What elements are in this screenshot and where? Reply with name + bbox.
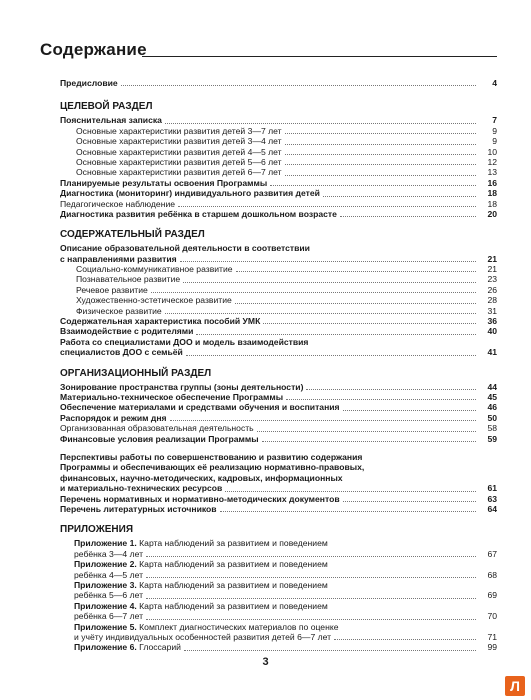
toc-entry[interactable]: Перечень нормативных и нормативно-методических документов 63 xyxy=(60,493,497,504)
toc-entry[interactable]: Финансовые условия реализации Программы 59 xyxy=(60,433,497,444)
toc-page-number: 4 xyxy=(492,77,497,88)
toc-entry[interactable]: Организованная образовательная деятельность 58 xyxy=(60,423,497,434)
table-of-contents xyxy=(60,76,497,653)
toc-entry[interactable]: ребёнка 3—4 лет 67 xyxy=(74,548,497,559)
section-heading-target: ЦЕЛЕВОЙ РАЗДЕЛ xyxy=(60,101,153,113)
page-title: Содержание xyxy=(40,40,147,59)
toc-entry[interactable]: Педагогическое наблюдение 18 xyxy=(60,198,497,209)
section-heading-appendices: ПРИЛОЖЕНИЯ xyxy=(60,524,134,536)
toc-subentry[interactable]: Познавательное развитие 23 xyxy=(76,274,497,285)
toc-entry-line: финансовых, научно-методических, кадровых, информационных xyxy=(60,472,343,483)
appendix-entry-6[interactable]: Приложение 6. Глоссарий 99 xyxy=(74,642,497,653)
title-underline xyxy=(142,56,497,57)
toc-subentry[interactable]: Основные характеристики развития детей 5—6 лет 12 xyxy=(76,156,497,167)
toc-entry[interactable]: с направлениями развития 21 xyxy=(60,253,497,264)
toc-entry-line: Работа со специалистами ДОО и модель взаимодействия xyxy=(60,336,309,347)
toc-entry[interactable]: Взаимодействие с родителями 40 xyxy=(60,326,497,337)
toc-subentry[interactable]: Социально-коммуникативное развитие 21 xyxy=(76,264,497,275)
toc-entry[interactable]: Планируемые результаты освоения Программы 16 xyxy=(60,177,497,188)
toc-entry[interactable]: Зонирование пространства группы (зоны деятельности) 44 xyxy=(60,381,497,392)
toc-entry[interactable]: специалистов ДОО с семьёй 41 xyxy=(60,347,497,358)
toc-entry[interactable]: Материально-техническое обеспечение Программы 45 xyxy=(60,392,497,402)
toc-entry-line: Программы и обеспечивающих её реализацию нормативно-правовых, xyxy=(60,462,365,473)
appendix-entry-4[interactable]: Приложение 4. Карта наблюдений за развитием и поведением xyxy=(74,600,328,611)
page-number: 3 xyxy=(262,656,269,668)
toc-subentry[interactable]: Основные характеристики развития детей 3—7 лет 9 xyxy=(76,125,497,136)
toc-entry[interactable]: и материально-технических ресурсов 61 xyxy=(60,483,497,494)
toc-entry[interactable]: ребёнка 5—6 лет 69 xyxy=(74,590,497,601)
toc-subentry[interactable]: Физическое развитие 31 xyxy=(76,305,497,316)
toc-entry[interactable]: Пояснительная записка 7 xyxy=(60,115,497,126)
appendix-entry-5[interactable]: Приложение 5. Комплект диагностических материалов по оценке xyxy=(74,621,339,632)
toc-entry-preface[interactable] xyxy=(60,78,497,88)
appendix-entry-2[interactable]: Приложение 2. Карта наблюдений за развитием и поведением xyxy=(74,559,328,570)
toc-entry[interactable]: Перечень литературных источников 64 xyxy=(60,503,497,514)
appendix-entry-3[interactable]: Приложение 3. Карта наблюдений за развитием и поведением xyxy=(74,579,328,590)
toc-entry-text: Предисловие xyxy=(60,77,118,88)
toc-entry[interactable]: Содержательная характеристика пособий УМК 36 xyxy=(60,316,497,327)
toc-entry[interactable]: ребёнка 4—5 лет 68 xyxy=(74,569,497,580)
section-heading-organization: ОРГАНИЗАЦИОННЫЙ РАЗДЕЛ xyxy=(60,367,212,379)
toc-entry[interactable]: и учёту индивидуальных особенностей развития детей 6—7 лет 71 xyxy=(74,631,497,642)
toc-subentry[interactable]: Художественно-эстетическое развитие 28 xyxy=(76,295,497,306)
toc-entry[interactable]: Распорядок и режим дня 50 xyxy=(60,412,497,423)
publisher-logo-icon: Л xyxy=(505,676,525,696)
toc-subentry[interactable]: Основные характеристики развития детей 4—5 лет 10 xyxy=(76,146,497,157)
toc-entry-line: Описание образовательной деятельности в соответствии xyxy=(60,243,310,254)
toc-subentry[interactable]: Основные характеристики развития детей 3—4 лет 9 xyxy=(76,136,497,147)
toc-subentry[interactable]: Речевое развитие 26 xyxy=(76,284,497,295)
toc-entry[interactable]: Диагностика (мониторинг) индивидуального развития детей 18 xyxy=(60,188,497,199)
section-heading-content: СОДЕРЖАТЕЛЬНЫЙ РАЗДЕЛ xyxy=(60,229,205,241)
toc-entry-line: Перспективы работы по совершенствованию и развитию содержания xyxy=(60,451,363,462)
appendix-entry-1[interactable]: Приложение 1. Карта наблюдений за развитием и поведением xyxy=(74,538,328,549)
toc-entry[interactable]: Обеспечение материалами и средствами обучения и воспитания 46 xyxy=(60,402,497,413)
toc-entry[interactable]: Диагностика развития ребёнка в старшем дошкольном возрасте 20 xyxy=(60,208,497,219)
dot-leader xyxy=(121,85,476,86)
toc-subentry[interactable]: Основные характеристики развития детей 6—7 лет 13 xyxy=(76,167,497,178)
toc-entry[interactable]: ребёнка 6—7 лет 70 xyxy=(74,611,497,622)
